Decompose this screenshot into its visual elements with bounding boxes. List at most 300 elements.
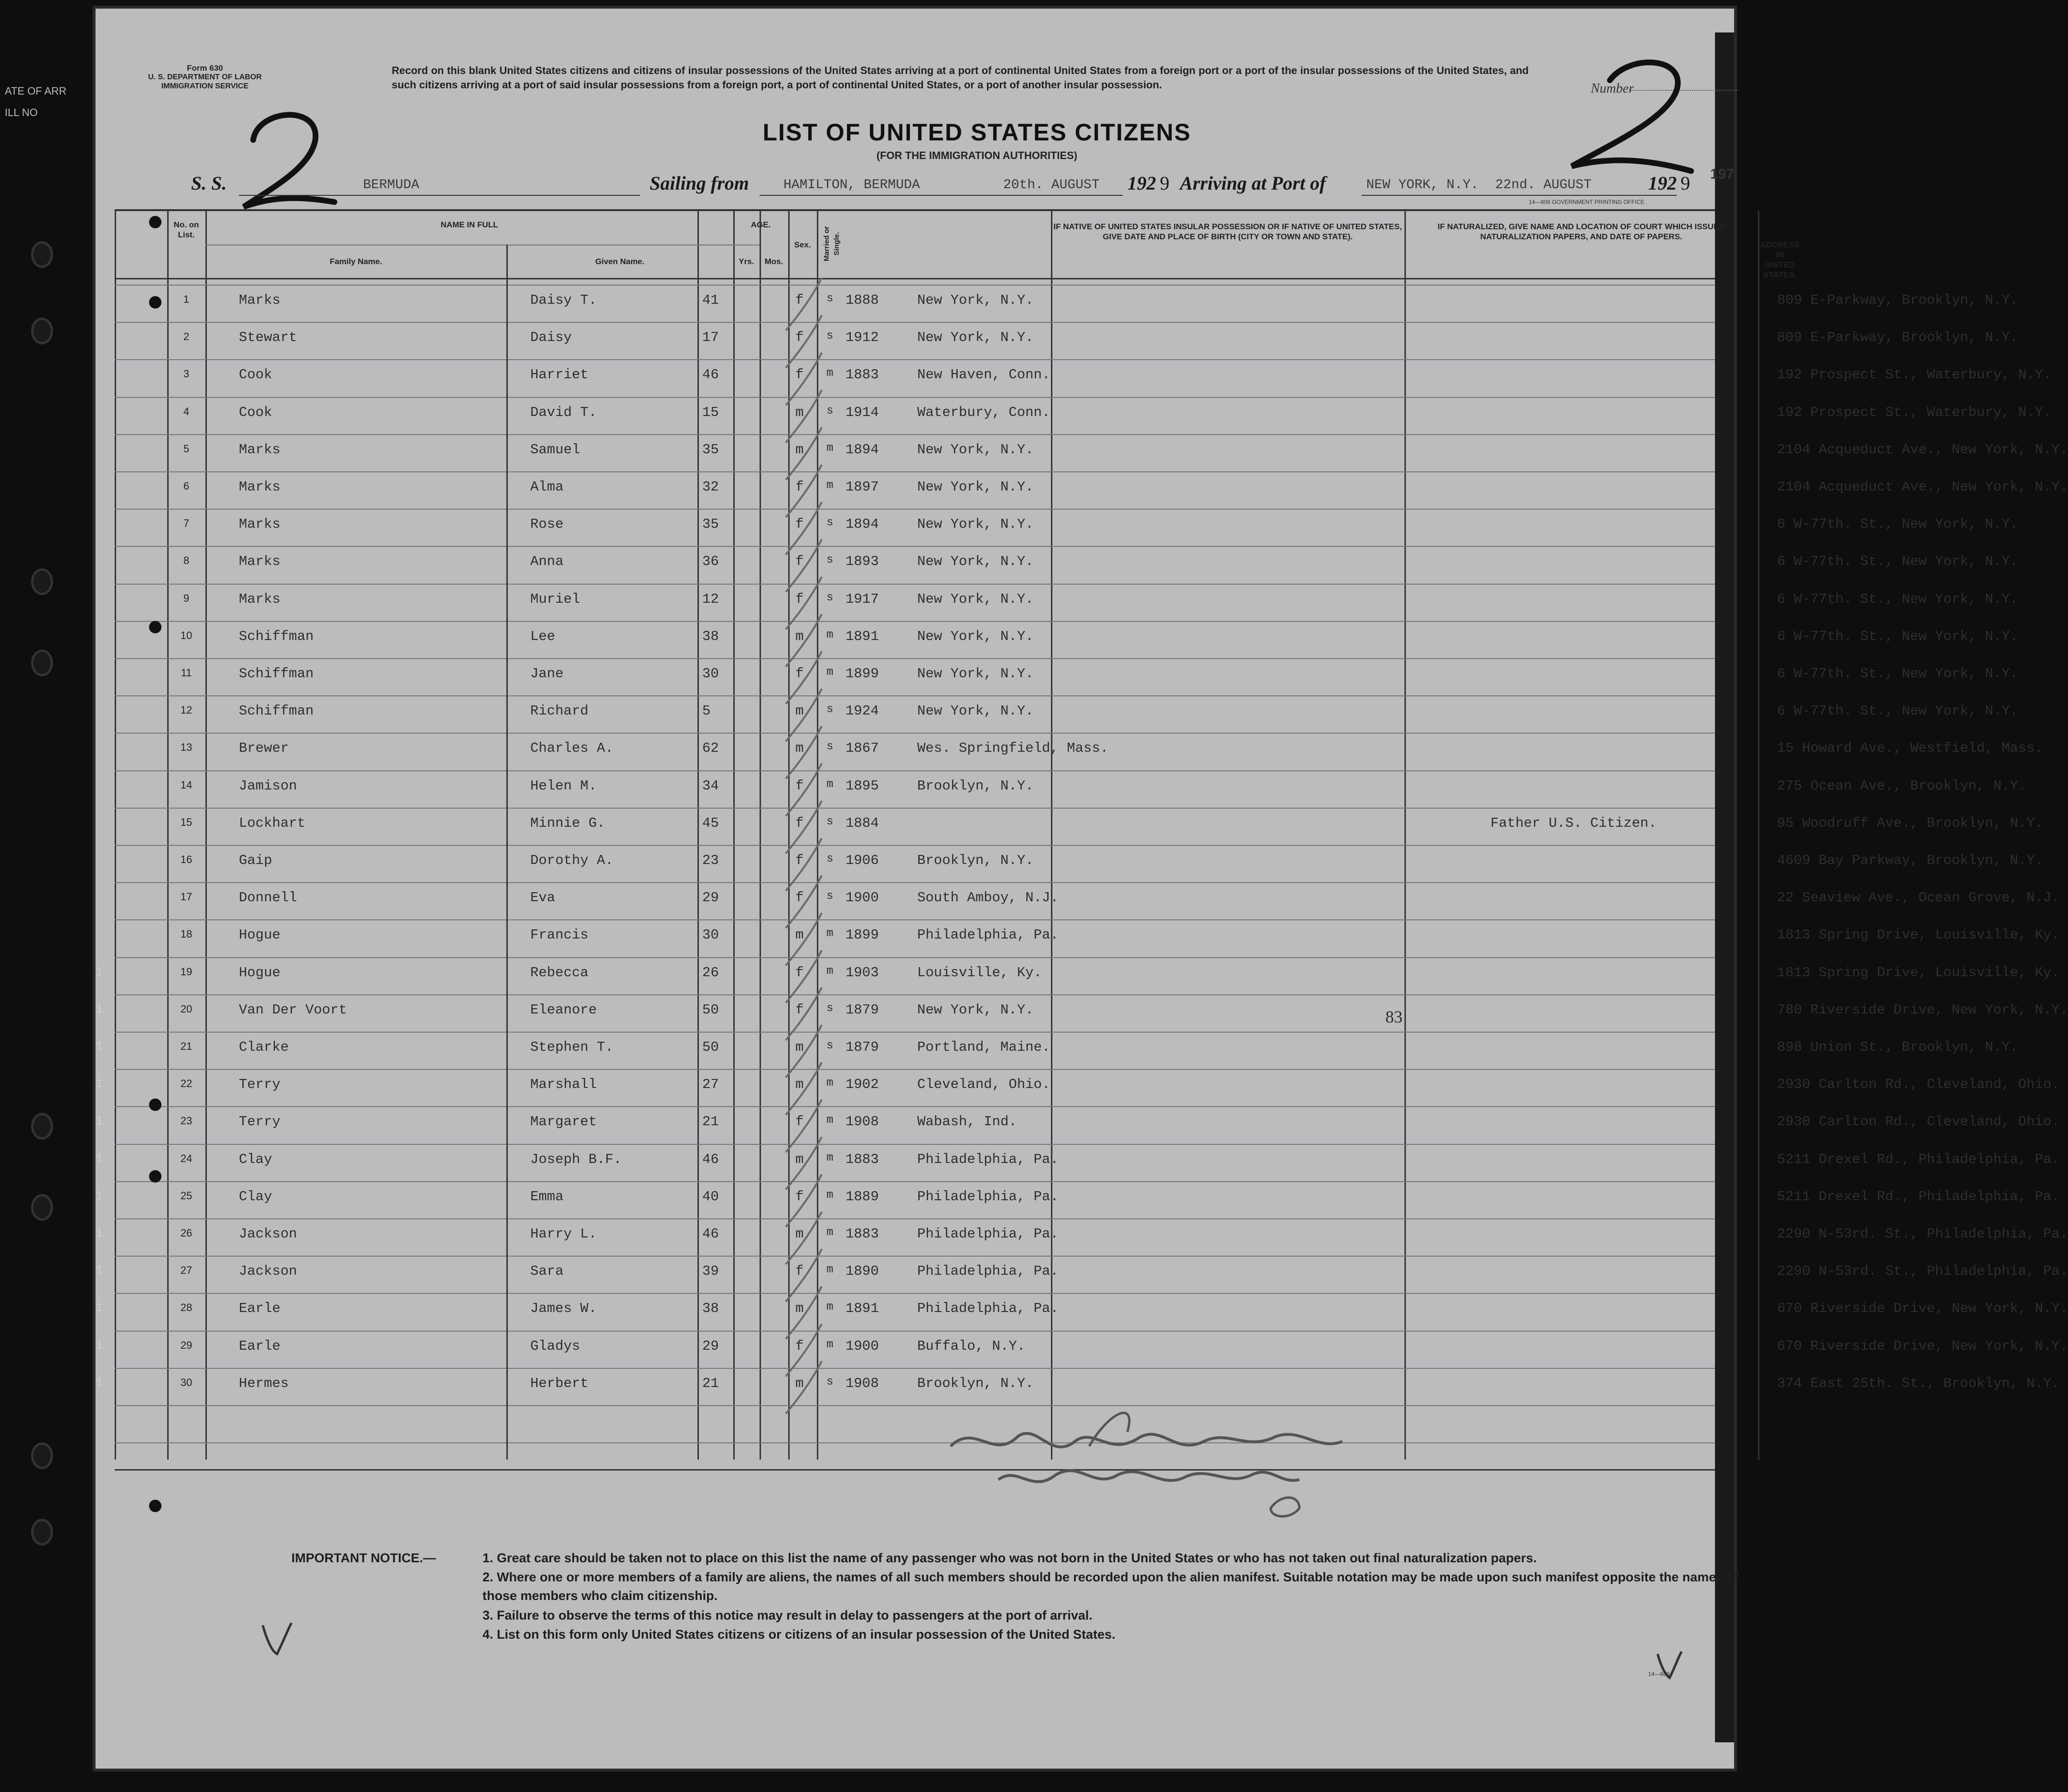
header-sex: Sex. bbox=[794, 240, 811, 249]
birth-place: Cleveland, Ohio. bbox=[917, 1077, 1050, 1093]
age-years: 46 bbox=[702, 1151, 719, 1167]
age-years: 46 bbox=[702, 1226, 719, 1242]
manifest-sheet bbox=[5, 9, 2068, 1769]
family-name: Marks bbox=[239, 292, 281, 308]
row-number: 17 bbox=[180, 891, 193, 903]
birth-place: New York, N.Y. bbox=[917, 330, 1034, 346]
row-number: 1 bbox=[183, 293, 190, 305]
us-address: 95 Woodruff Ave., Brooklyn, N.Y. bbox=[1777, 815, 2043, 831]
given-name: Rose bbox=[530, 516, 564, 533]
sex: f bbox=[795, 292, 804, 308]
family-name: Terry bbox=[239, 1077, 281, 1093]
age-years: 35 bbox=[702, 441, 719, 458]
ship-underline bbox=[239, 195, 640, 196]
table-row bbox=[115, 853, 2043, 890]
marital-status: m bbox=[826, 927, 834, 940]
given-name: Samuel bbox=[530, 441, 580, 458]
birth-place: New York, N.Y. bbox=[917, 703, 1034, 719]
us-address: 6 W-77th. St., New York, N.Y. bbox=[1777, 666, 2018, 682]
table-row bbox=[115, 1114, 2060, 1151]
underlay-mark: 1 bbox=[96, 1263, 103, 1278]
birth-year: 1899 bbox=[846, 666, 879, 682]
age-years: 35 bbox=[702, 516, 719, 533]
age-years: 39 bbox=[702, 1263, 719, 1280]
handwritten-mark bbox=[258, 1618, 296, 1661]
header-married: Married or Single. bbox=[823, 226, 841, 262]
row-number: 7 bbox=[183, 517, 190, 530]
us-address: 192 Prospect St., Waterbury, N.Y. bbox=[1777, 367, 2052, 383]
sex: m bbox=[795, 404, 804, 420]
given-name: Joseph B.F. bbox=[530, 1151, 622, 1167]
us-address: 6 W-77th. St., New York, N.Y. bbox=[1777, 516, 2018, 533]
given-name: Richard bbox=[530, 703, 589, 719]
given-name: Eva bbox=[530, 890, 556, 906]
birth-year: 1883 bbox=[846, 1226, 879, 1242]
family-name: Clay bbox=[239, 1188, 272, 1205]
marital-status: s bbox=[826, 1375, 834, 1388]
sex: m bbox=[795, 740, 804, 757]
table-row bbox=[115, 666, 2018, 703]
birth-place: South Amboy, N.J. bbox=[917, 890, 1059, 906]
birth-year: 1891 bbox=[846, 1301, 879, 1317]
sex: f bbox=[795, 666, 804, 682]
birth-year: 1897 bbox=[846, 479, 879, 495]
birth-year: 1894 bbox=[846, 516, 879, 533]
age-years: 46 bbox=[702, 367, 719, 383]
row-number: 26 bbox=[180, 1227, 193, 1239]
handwritten-ss-number bbox=[225, 95, 349, 219]
row-number: 13 bbox=[180, 741, 193, 754]
birth-year: 1908 bbox=[846, 1114, 879, 1130]
birth-place: Brooklyn, N.Y. bbox=[917, 1375, 1034, 1391]
table-row bbox=[115, 778, 2027, 815]
family-name: Schiffman bbox=[239, 628, 314, 644]
sailing-underline bbox=[760, 195, 1123, 196]
birth-place: New York, N.Y. bbox=[917, 591, 1034, 607]
birth-place: New York, N.Y. bbox=[917, 516, 1034, 533]
birth-year: 1889 bbox=[846, 1188, 879, 1205]
sex: m bbox=[795, 1077, 804, 1093]
birth-year: 1888 bbox=[846, 292, 879, 308]
table-row bbox=[115, 1263, 2068, 1301]
us-address: 898 Union St., Brooklyn, N.Y. bbox=[1777, 1039, 2018, 1055]
sex: f bbox=[795, 1114, 804, 1130]
us-address: 15 Howard Ave., Westfield, Mass. bbox=[1777, 740, 2043, 757]
given-name: Lee bbox=[530, 628, 556, 644]
number-label: Number bbox=[1591, 81, 1634, 96]
marital-status: m bbox=[826, 367, 834, 380]
family-name: Stewart bbox=[239, 330, 297, 346]
us-address: 4609 Bay Parkway, Brooklyn, N.Y. bbox=[1777, 853, 2043, 868]
family-name: Gaip bbox=[239, 853, 272, 868]
marital-status: s bbox=[826, 292, 834, 305]
binder-hole bbox=[31, 1194, 53, 1221]
column-rule bbox=[1758, 211, 1759, 1460]
family-name: Schiffman bbox=[239, 703, 314, 719]
age-years: 32 bbox=[702, 479, 719, 495]
sex: f bbox=[795, 1188, 804, 1205]
family-name: Terry bbox=[239, 1114, 281, 1130]
header-naturalized: IF NATURALIZED, GIVE NAME AND LOCATION OF COURT WHICH ISSUED NATURALIZATION PAPERS, AND DATE OF PAPERS. bbox=[1437, 222, 1725, 241]
given-name: Margaret bbox=[530, 1114, 597, 1130]
us-address: 2930 Carlton Rd., Cleveland, Ohio. bbox=[1777, 1077, 2060, 1093]
passenger-table bbox=[96, 209, 2068, 1488]
age-years: 36 bbox=[702, 554, 719, 570]
row-number: 19 bbox=[180, 965, 193, 978]
notice-item: 2. Where one or more members of a family are aliens, the names of all such members should be recorded upon the alien manifest. Suitable notation may be made upon such manifest opposite the names of those members who claim citizenship. bbox=[482, 1570, 1739, 1603]
table-row bbox=[115, 516, 2018, 554]
given-name: Emma bbox=[530, 1188, 564, 1205]
year-suffix: 9 bbox=[1681, 172, 1690, 194]
header-age: AGE. bbox=[750, 220, 771, 229]
birth-place: New York, N.Y. bbox=[917, 1002, 1034, 1018]
notice-item: 3. Failure to observe the terms of this notice may result in delay to passengers at the port of arrival. bbox=[482, 1608, 1093, 1622]
given-name: Gladys bbox=[530, 1338, 580, 1354]
age-years: 40 bbox=[702, 1188, 719, 1205]
age-years: 38 bbox=[702, 628, 719, 644]
page-stamp: 197 bbox=[1710, 166, 1735, 182]
binder-hole bbox=[31, 241, 53, 268]
punch-dot bbox=[149, 621, 161, 633]
binder-hole bbox=[31, 568, 53, 595]
birth-place: New York, N.Y. bbox=[917, 441, 1034, 458]
row-number: 9 bbox=[183, 592, 190, 604]
family-name: Marks bbox=[239, 516, 281, 533]
header-family: Family Name. bbox=[330, 257, 382, 266]
header-name_in_full: NAME IN FULL bbox=[440, 220, 498, 229]
birth-year: 1890 bbox=[846, 1263, 879, 1280]
marital-status: m bbox=[826, 441, 834, 455]
birth-place: Louisville, Ky. bbox=[917, 964, 1042, 981]
birth-year: 1891 bbox=[846, 628, 879, 644]
row-number: 14 bbox=[180, 779, 193, 791]
family-name: Clay bbox=[239, 1151, 272, 1167]
arrival-date: 22nd. AUGUST bbox=[1495, 178, 1592, 192]
marital-status: s bbox=[826, 591, 834, 604]
us-address: 670 Riverside Drive, New York, N.Y. bbox=[1777, 1338, 2068, 1354]
given-name: Marshall bbox=[530, 1077, 597, 1093]
family-name: Hogue bbox=[239, 927, 281, 943]
given-name: Daisy bbox=[530, 330, 572, 346]
table-bottom-rule bbox=[115, 1469, 1715, 1471]
marital-status: m bbox=[826, 479, 834, 492]
underlay-mark: 1 bbox=[96, 1226, 103, 1240]
row-number: 16 bbox=[180, 853, 193, 865]
notice-lead: IMPORTANT NOTICE.— bbox=[291, 1551, 436, 1565]
family-name: Marks bbox=[239, 441, 281, 458]
marital-status: m bbox=[826, 778, 834, 791]
header-no: No. on List. bbox=[173, 220, 199, 239]
us-address: 2930 Carlton Rd., Cleveland, Ohio. bbox=[1777, 1114, 2060, 1130]
row-number: 18 bbox=[180, 928, 193, 940]
punch-dot bbox=[149, 296, 161, 309]
marital-status: m bbox=[826, 1114, 834, 1127]
row-number: 22 bbox=[180, 1077, 193, 1090]
us-address: 670 Riverside Drive, New York, N.Y. bbox=[1777, 1301, 2068, 1317]
underlay-mark: 1 bbox=[96, 1338, 103, 1353]
age-years: 29 bbox=[702, 890, 719, 906]
age-years: 45 bbox=[702, 815, 719, 831]
age-years: 5 bbox=[702, 703, 711, 719]
birth-place: Philadelphia, Pa. bbox=[917, 1188, 1059, 1205]
table-row bbox=[115, 1226, 2068, 1263]
birth-year: 1903 bbox=[846, 964, 879, 981]
us-address: 1813 Spring Drive, Louisville, Ky. bbox=[1777, 927, 2060, 943]
family-name: Earle bbox=[239, 1338, 281, 1354]
form-instructions: Record on this blank United States citizens and citizens of insular possessions of the United States arriving at a port of continental United States from a foreign port or a port of the insular possessions of the United States, and such citizens arriving at a port of said insular possessions from a foreign port, a port of continental United States, or a port of another insular possession. bbox=[392, 64, 1529, 91]
given-name: Dorothy A. bbox=[530, 853, 614, 868]
given-name: Anna bbox=[530, 554, 564, 570]
birth-place: Philadelphia, Pa. bbox=[917, 1226, 1059, 1242]
birth-year: 1894 bbox=[846, 441, 879, 458]
us-address: 2290 N-53rd. St., Philadelphia, Pa. bbox=[1777, 1226, 2068, 1242]
age-years: 41 bbox=[702, 292, 719, 308]
table-row bbox=[115, 367, 2052, 404]
sex: f bbox=[795, 890, 804, 906]
arriving-label: Arriving at Port of bbox=[1180, 172, 1326, 194]
marital-status: s bbox=[826, 740, 834, 754]
birth-year: 1902 bbox=[846, 1077, 879, 1093]
sex: m bbox=[795, 1375, 804, 1391]
sex: f bbox=[795, 479, 804, 495]
row-number: 2 bbox=[183, 331, 190, 343]
given-name: Harriet bbox=[530, 367, 589, 383]
sex: f bbox=[795, 330, 804, 346]
sailing-label: Sailing from bbox=[650, 172, 749, 194]
row-number: 20 bbox=[180, 1003, 193, 1015]
us-address: 809 E-Parkway, Brooklyn, N.Y. bbox=[1777, 330, 2018, 346]
birth-year: 1893 bbox=[846, 554, 879, 570]
marital-status: s bbox=[826, 815, 834, 828]
table-row bbox=[115, 404, 2052, 442]
row-number: 15 bbox=[180, 816, 193, 828]
birth-year: 1912 bbox=[846, 330, 879, 346]
table-row bbox=[115, 1188, 2060, 1226]
binder-hole bbox=[31, 318, 53, 344]
family-name: Clarke bbox=[239, 1039, 289, 1055]
sex: f bbox=[795, 815, 804, 831]
table-row bbox=[115, 292, 2018, 330]
age-years: 15 bbox=[702, 404, 719, 420]
us-address: 5211 Drexel Rd., Philadelphia, Pa. bbox=[1777, 1151, 2060, 1167]
birth-year: 1883 bbox=[846, 1151, 879, 1167]
punch-dot bbox=[149, 1500, 161, 1512]
sex: f bbox=[795, 591, 804, 607]
birth-place: Brooklyn, N.Y. bbox=[917, 778, 1034, 794]
birth-place: Portland, Maine. bbox=[917, 1039, 1050, 1055]
row-number: 21 bbox=[180, 1040, 193, 1052]
underlay-mark: 1 bbox=[96, 1077, 103, 1091]
handwritten-mark bbox=[1653, 1647, 1686, 1685]
page-subtitle: (FOR THE IMMIGRATION AUTHORITIES) bbox=[876, 149, 1078, 161]
birth-place: Philadelphia, Pa. bbox=[917, 1263, 1059, 1280]
binder-hole bbox=[31, 650, 53, 676]
family-name: Donnell bbox=[239, 890, 297, 906]
year-suffix: 9 bbox=[1160, 172, 1169, 194]
table-row bbox=[115, 1375, 2060, 1413]
table-row bbox=[115, 740, 2043, 778]
row-number: 23 bbox=[180, 1115, 193, 1127]
birth-place: Philadelphia, Pa. bbox=[917, 1151, 1059, 1167]
sailing-from: HAMILTON, BERMUDA bbox=[783, 178, 920, 192]
us-address: 6 W-77th. St., New York, N.Y. bbox=[1777, 628, 2018, 644]
age-years: 62 bbox=[702, 740, 719, 757]
given-name: David T. bbox=[530, 404, 597, 420]
sex: m bbox=[795, 441, 804, 458]
birth-place: Philadelphia, Pa. bbox=[917, 927, 1059, 943]
underlay-mark: 1 bbox=[96, 1114, 103, 1129]
header-yrs: Yrs. bbox=[739, 257, 754, 266]
given-name: Charles A. bbox=[530, 740, 614, 757]
given-name: Francis bbox=[530, 927, 589, 943]
given-name: Jane bbox=[530, 666, 564, 682]
table-row bbox=[115, 1301, 2068, 1338]
row-number: 29 bbox=[180, 1339, 193, 1351]
sex: f bbox=[795, 1263, 804, 1280]
birth-year: 1883 bbox=[846, 367, 879, 383]
age-years: 26 bbox=[702, 964, 719, 981]
family-name: Cook bbox=[239, 367, 272, 383]
sex: f bbox=[795, 964, 804, 981]
underlay-mark: 1 bbox=[96, 1002, 103, 1016]
given-name: Stephen T. bbox=[530, 1039, 614, 1055]
row-rule bbox=[115, 1442, 1715, 1443]
us-address: 2104 Acqueduct Ave., New York, N.Y. bbox=[1777, 479, 2068, 495]
underlay-mark: 1 bbox=[96, 964, 103, 979]
age-years: 34 bbox=[702, 778, 719, 794]
underlay-mark: 1 bbox=[96, 1375, 103, 1390]
row-number: 5 bbox=[183, 442, 190, 455]
sex: f bbox=[795, 1002, 804, 1018]
us-address: 192 Prospect St., Waterbury, N.Y. bbox=[1777, 404, 2052, 420]
age-years: 12 bbox=[702, 591, 719, 607]
binder-hole bbox=[31, 1519, 53, 1546]
birth-place: New Haven, Conn. bbox=[917, 367, 1050, 383]
arrival-port: NEW YORK, N.Y. bbox=[1366, 178, 1479, 192]
given-name: Sara bbox=[530, 1263, 564, 1280]
marital-status: s bbox=[826, 1039, 834, 1052]
page-title: LIST OF UNITED STATES CITIZENS bbox=[762, 119, 1191, 146]
sex: m bbox=[795, 927, 804, 943]
birth-year: 1900 bbox=[846, 890, 879, 906]
age-years: 27 bbox=[702, 1077, 719, 1093]
notice-item: 1. Great care should be taken not to place on this list the name of any passenger who was not born in the United States or who has not taken out final naturalization papers. bbox=[482, 1551, 1537, 1565]
header-birth: IF NATIVE OF UNITED STATES INSULAR POSSESSION OR IF NATIVE OF UNITED STATES, GIVE DATE AND PLACE OF BIRTH (CITY OR TOWN AND STATE). bbox=[1053, 222, 1402, 241]
table-row bbox=[115, 628, 2018, 666]
age-years: 50 bbox=[702, 1002, 719, 1018]
table-row bbox=[115, 591, 2018, 629]
table-row bbox=[115, 441, 2068, 479]
given-name: Rebecca bbox=[530, 964, 589, 981]
punch-dot bbox=[149, 216, 161, 228]
row-number: 27 bbox=[180, 1264, 193, 1277]
birth-year: 1906 bbox=[846, 853, 879, 868]
row-number: 24 bbox=[180, 1152, 193, 1164]
age-years: 30 bbox=[702, 666, 719, 682]
header-mos: Mos. bbox=[764, 257, 783, 266]
underlay-fragment: ATE OF ARR bbox=[5, 85, 67, 97]
punch-dot bbox=[149, 1170, 161, 1183]
year-prefix: 192 bbox=[1648, 172, 1677, 194]
page-edge-shadow bbox=[1715, 32, 1734, 1742]
family-name: Jackson bbox=[239, 1226, 297, 1242]
given-name: James W. bbox=[530, 1301, 597, 1317]
table-row bbox=[115, 927, 2060, 964]
birth-year: 1884 bbox=[846, 815, 879, 831]
printer-mark: 14—606 GOVERNMENT PRINTING OFFICE bbox=[1529, 199, 1645, 205]
row-number: 28 bbox=[180, 1301, 193, 1314]
sail-date: 20th. AUGUST bbox=[1003, 178, 1100, 192]
marital-status: s bbox=[826, 703, 834, 716]
table-row bbox=[115, 964, 2060, 1002]
pencil-slash bbox=[786, 278, 822, 331]
birth-place: New York, N.Y. bbox=[917, 554, 1034, 570]
marital-status: m bbox=[826, 1226, 834, 1239]
number-line bbox=[1629, 90, 1739, 91]
family-name: Van Der Voort bbox=[239, 1002, 347, 1018]
us-address: 22 Seaview Ave., Ocean Grove, N.J. bbox=[1777, 890, 2060, 906]
header-given: Given Name. bbox=[595, 257, 644, 266]
family-name: Marks bbox=[239, 479, 281, 495]
row-rule bbox=[115, 285, 1715, 286]
header-address: ADDRESS IN UNITED STATES. bbox=[1760, 240, 1800, 279]
birth-place: New York, N.Y. bbox=[917, 666, 1034, 682]
header-rule bbox=[115, 278, 1715, 279]
table-row bbox=[115, 815, 2043, 853]
table-row bbox=[115, 1077, 2060, 1114]
birth-year: 1900 bbox=[846, 1338, 879, 1354]
sex: f bbox=[795, 778, 804, 794]
age-years: 17 bbox=[702, 330, 719, 346]
us-address: 1813 Spring Drive, Louisville, Ky. bbox=[1777, 964, 2060, 981]
sex: m bbox=[795, 1039, 804, 1055]
sex: m bbox=[795, 1301, 804, 1317]
birth-year: 1895 bbox=[846, 778, 879, 794]
family-name: Hogue bbox=[239, 964, 281, 981]
birth-place: Waterbury, Conn. bbox=[917, 404, 1050, 420]
birth-year: 1879 bbox=[846, 1039, 879, 1055]
us-address: 374 East 25th. St., Brooklyn, N.Y. bbox=[1777, 1375, 2060, 1391]
marital-status: m bbox=[826, 1077, 834, 1090]
marital-status: m bbox=[826, 666, 834, 679]
sex: f bbox=[795, 1338, 804, 1354]
sex: m bbox=[795, 703, 804, 719]
row-number: 3 bbox=[183, 368, 190, 380]
table-row bbox=[115, 703, 2018, 740]
form-identifier: Form 630 U. S. DEPARTMENT OF LABOR IMMIGRATION SERVICE bbox=[148, 64, 262, 90]
age-years: 29 bbox=[702, 1338, 719, 1354]
birth-place: Brooklyn, N.Y. bbox=[917, 853, 1034, 868]
birth-place: New York, N.Y. bbox=[917, 479, 1034, 495]
naturalization-note: Father U.S. Citizen. bbox=[1490, 815, 1657, 831]
given-name: Muriel bbox=[530, 591, 580, 607]
handwritten-number bbox=[1543, 52, 1701, 181]
given-name: Harry L. bbox=[530, 1226, 597, 1242]
age-years: 21 bbox=[702, 1375, 719, 1391]
birth-place: Philadelphia, Pa. bbox=[917, 1301, 1059, 1317]
table-row bbox=[115, 554, 2018, 591]
table-row bbox=[115, 1151, 2060, 1189]
birth-year: 1879 bbox=[846, 1002, 879, 1018]
age-years: 38 bbox=[702, 1301, 719, 1317]
sex: m bbox=[795, 628, 804, 644]
marital-status: m bbox=[826, 1188, 834, 1202]
sex: f bbox=[795, 554, 804, 570]
row-number: 12 bbox=[180, 704, 193, 716]
table-row bbox=[115, 890, 2060, 927]
underlay-mark: 1 bbox=[96, 1188, 103, 1203]
sex: m bbox=[795, 1151, 804, 1167]
